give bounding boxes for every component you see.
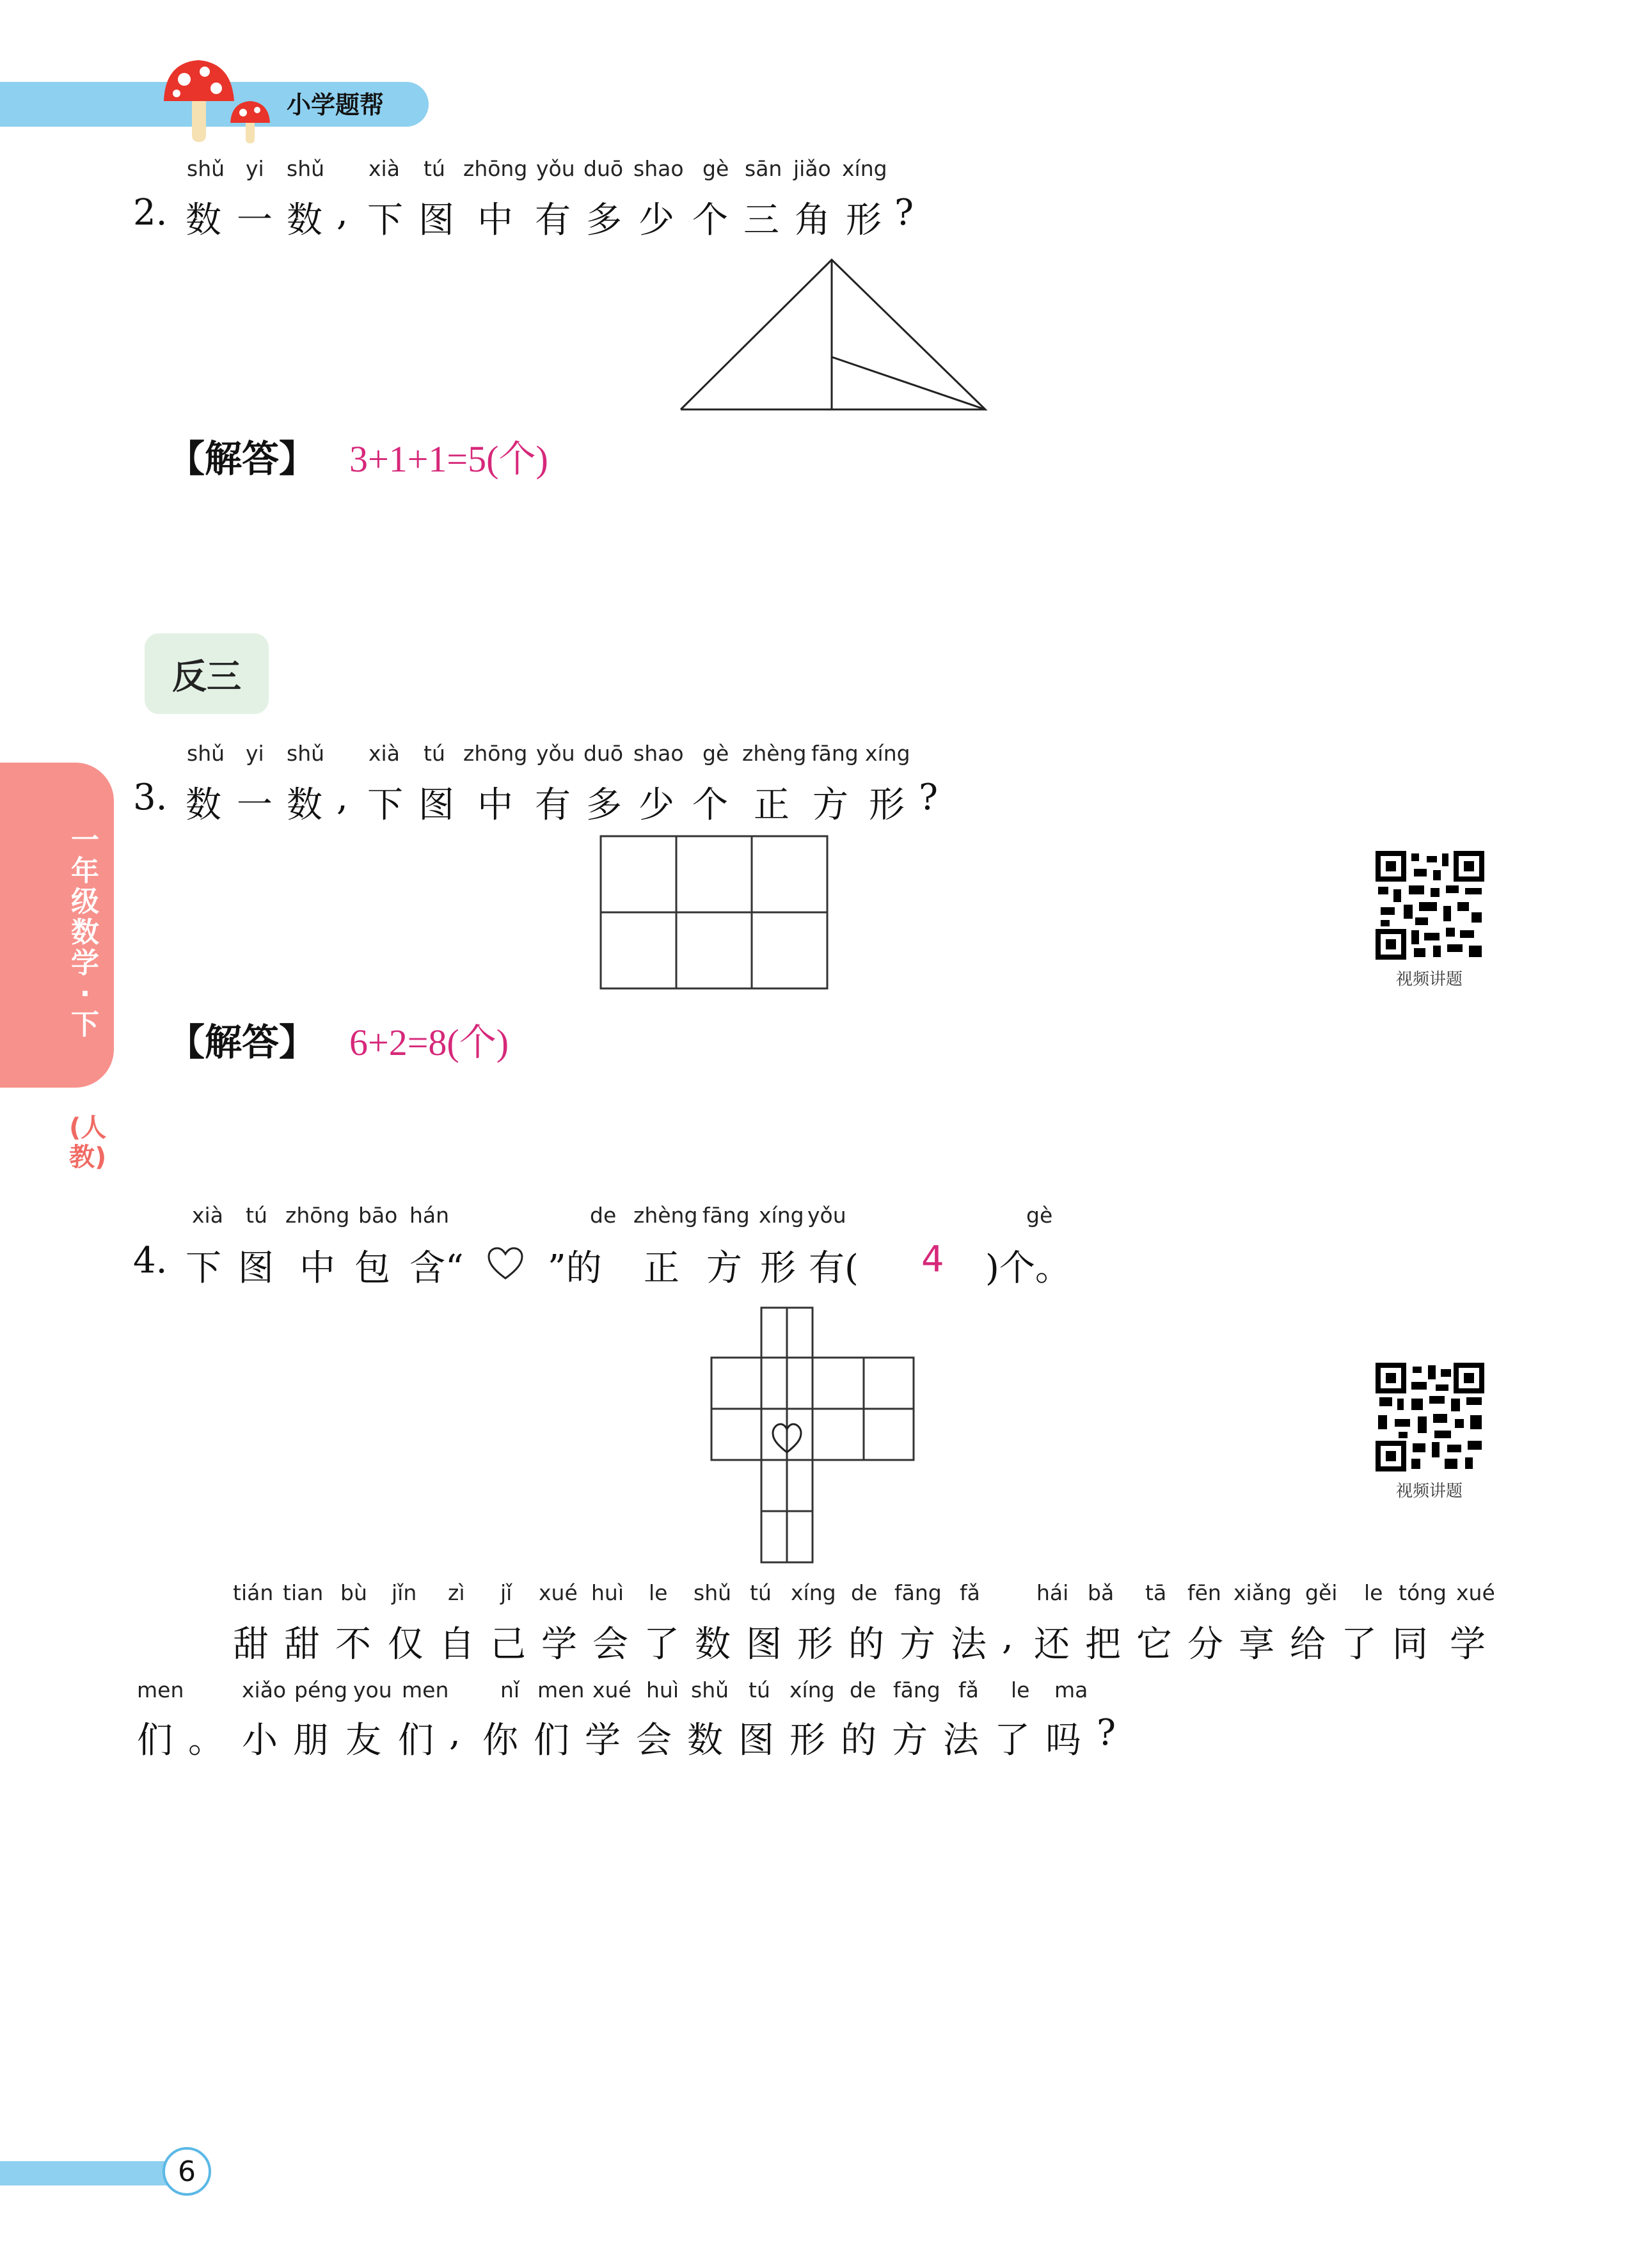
closing-line2: 们 。 小 朋 友 们 , 你 们 学 会 数 图 形 的 方 法 了 吗 ? (137, 1712, 1116, 1761)
section-tag: 反三 (145, 633, 269, 714)
mushroom-logo-icon (159, 51, 287, 147)
closing-line1-pinyin: tián tian bù jǐn zì jǐ xué huì le shǔ tú xíng de fāng fǎ hái bǎ tā fēn xiǎng gěi le tóng xué (233, 1580, 1495, 1605)
triangle-figure (678, 256, 998, 416)
q2-pinyin: shǔ yi shǔ xià tú zhōng yǒu duō shao gè sān jiǎo xíng (187, 156, 887, 181)
closing-line2-pinyin: men xiǎo péng you men nǐ men xué huì shǔ tú xíng de fāng fǎ le ma (137, 1677, 1088, 1702)
q4-answer: 4 (921, 1239, 944, 1280)
side-tab-title: 一年级数学·下 (71, 824, 99, 1041)
qr-caption: 视频讲题 (1396, 1482, 1463, 1501)
q2-answer-label: 【解答】 (168, 437, 317, 480)
square-grid-figure (599, 834, 830, 992)
q2-question: 2. 数 一 数 , 下 图 中 有 多 少 个 三 角 形 ? (133, 192, 914, 241)
q2-answer: 3+1+1=5(个) (349, 438, 548, 480)
q3-answer: 6+2=8(个) (349, 1022, 509, 1063)
qr-caption: 视频讲题 (1396, 970, 1463, 989)
q3-pinyin: shǔ yi shǔ xià tú zhōng yǒu duō shao gè zhèng fāng xíng (187, 741, 910, 766)
q3-question: 3. 数 一 数 , 下 图 中 有 多 少 个 正 方 形 ? (133, 777, 939, 826)
qr-code-icon[interactable] (1376, 851, 1484, 960)
q4-pinyin: xià tú zhōng bāo hán de zhèng fāng xíng yǒu gè (192, 1203, 1053, 1228)
cross-grid-figure (709, 1305, 917, 1565)
closing-line1: 甜 甜 不 仅 自 己 学 会 了 数 图 形 的 方 法 , 还 把 它 分 享 给 了 同 学 (233, 1616, 1486, 1665)
page-number: 6 (163, 2147, 211, 2196)
qr-code-icon[interactable] (1376, 1363, 1484, 1471)
brand-title: 小学题帮 (287, 91, 385, 119)
side-tab-subtitle: (人教) (69, 1113, 107, 1172)
q3-answer-label: 【解答】 (168, 1020, 317, 1064)
heart-icon (486, 1246, 525, 1282)
q4-question: 4. 下 图 中 包 含“ ”的 正 方 形 有( )个。 (133, 1240, 1071, 1289)
